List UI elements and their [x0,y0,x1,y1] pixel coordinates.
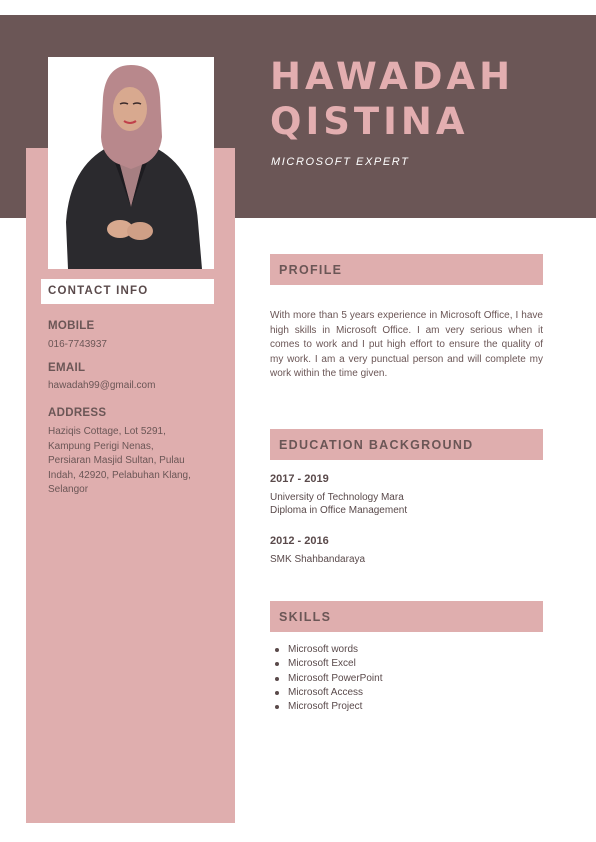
email-value: hawadah99@gmail.com [48,380,156,391]
profile-photo [48,57,214,269]
skills-list [270,643,382,714]
skill-item: Microsoft Excel [270,657,382,671]
education-school: SMK Shahbandaraya [270,554,366,565]
skill-item: Microsoft words [270,643,382,657]
skills-heading-bar [270,601,543,632]
name-line-last: QISTINA [270,100,469,143]
education-school: University of Technology Mara [270,492,404,503]
address-line: Persiaran Masjid Sultan, Pulau [48,455,185,466]
profile-heading: PROFILE [279,263,343,277]
profile-text: With more than 5 years experience in Microsoft Office, I have high skills in Microsoft Office. I am very serious when it comes to work and I put high effort to ensure the quality of my work. I am a very punctual person and will complete my work within the time given. [270,310,543,379]
education-years: 2017 - 2019 [270,473,329,485]
profile-heading-bar [270,254,543,285]
skills-heading: SKILLS [279,610,332,624]
skill-item: Microsoft PowerPoint [270,672,382,686]
address-line: Haziqis Cottage, Lot 5291, [48,426,166,437]
address-label: ADDRESS [48,407,107,419]
education-heading: EDUCATION BACKGROUND [279,438,474,452]
address-line: Selangor [48,484,89,495]
education-years: 2012 - 2016 [270,535,329,547]
contact-info-heading: CONTACT INFO [48,285,149,297]
address-line: Indah, 42920, Pelabuhan Klang, [48,469,191,481]
education-heading-bar [270,429,543,460]
profile-photo-illustration [48,57,214,269]
mobile-value: 016-7743937 [48,339,107,350]
address-line: Kampung Perigi Nenas, [48,440,154,452]
skill-item: Microsoft Project [270,700,382,714]
skill-item: Microsoft Access [270,686,382,700]
name-line-first: HAWADAH [270,55,515,98]
contact-info-heading-box [41,279,214,304]
address-value [48,425,214,498]
candidate-name [270,54,580,144]
email-label: EMAIL [48,362,86,374]
education-qualification: Diploma in Office Management [270,505,408,516]
mobile-label: MOBILE [48,320,95,332]
job-title: MICROSOFT EXPERT [271,156,410,168]
